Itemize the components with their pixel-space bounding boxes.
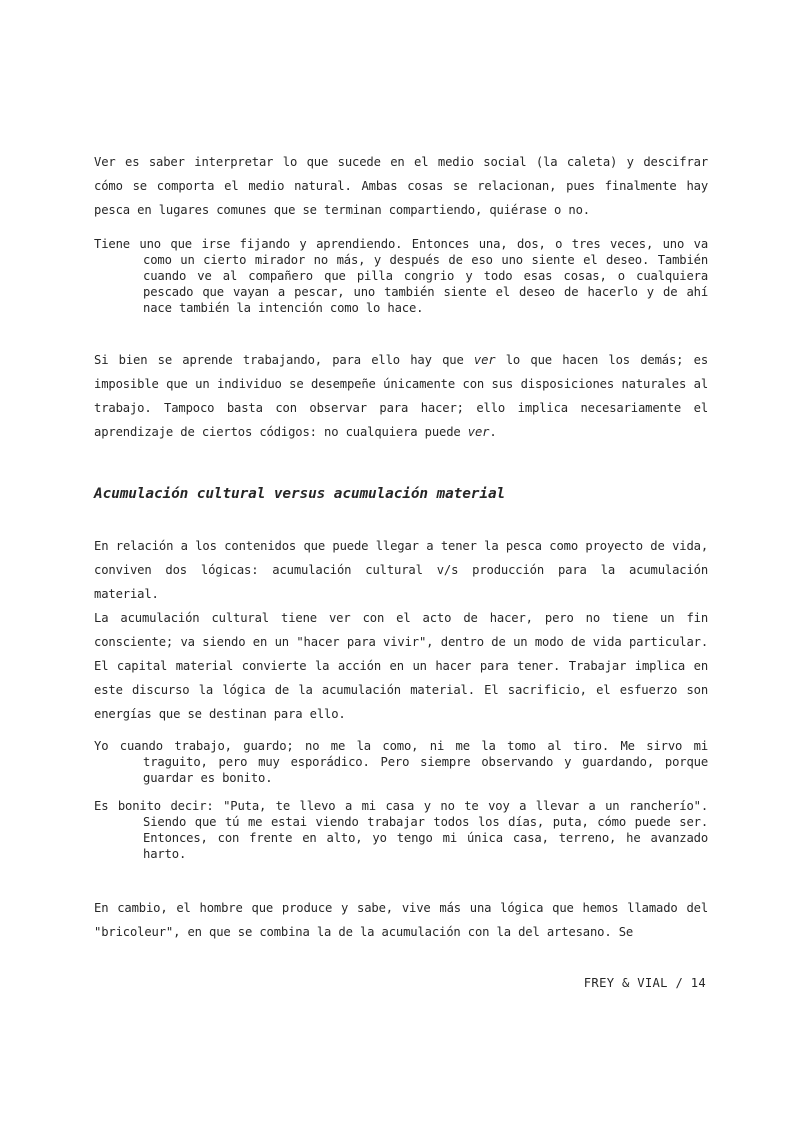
paragraph-aprende-text-b: lo que hacen los demás; es imposible que un individuo se desempeñe únicamente con sus disposiciones naturales al trabajo. Tampoco basta con observar para hacer; ello implica necesariamente el aprendizaje de ciertos códigos: no cualquiera puede <box>94 353 709 439</box>
paragraph-aprende-text-c: . <box>489 425 497 439</box>
page-footer: FREY & VIAL / 14 <box>583 976 706 990</box>
paragraph-contenidos: En relación a los contenidos que puede llegar a tener la pesca como proyecto de vida, conviven dos lógicas: acumulación cultural v/s producción para la acumulación material. <box>94 539 708 601</box>
paragraph-ver: Ver es saber interpretar lo que sucede en el medio social (la caleta) y descifrar cómo se comporta el medio natural. Ambas cosas se relacionan, pues finalmente hay pesca en lugares comunes que se terminan compartiendo, quiérase o no. <box>94 155 708 217</box>
quote-guardo: Yo cuando trabajo, guardo; no me la como, ni me la tomo al tiro. Me sirvo mi traguito, pero muy esporádico. Pero siempre observando y guardando, porque guardar es bonito. <box>94 739 708 785</box>
paragraph-bricoleur: En cambio, el hombre que produce y sabe, vive más una lógica que hemos llamado del "bricoleur", en que se combina la de la acumulación con la del artesano. Se <box>94 901 708 939</box>
emphasis-ver: ver <box>473 353 496 367</box>
paragraph-aprende <box>94 348 708 444</box>
paragraph-aprende-text-a: Si bien se aprende trabajando, para ello hay que <box>94 353 474 367</box>
section-heading: Acumulación cultural versus acumulación material <box>94 486 506 502</box>
emphasis-ver-2: ver <box>467 425 490 439</box>
paragraph-acumulacion-cultural: La acumulación cultural tiene ver con el acto de hacer, pero no tiene un fin consciente; va siendo en un "hacer para vivir", dentro de un modo de vida particular. El capital material convierte la acción en un hacer para tener. Trabajar implica en este discurso la lógica de la acumulación material. El sacrificio, el esfuerzo son energías que se destinan para ello. <box>94 611 708 721</box>
quote-bonito: Es bonito decir: "Puta, te llevo a mi casa y no te voy a llevar a un rancherío". Siendo que tú me estai viendo trabajar todos los días, puta, cómo puede ser. Entonces, con frente en alto, yo tengo mi única casa, terreno, he avanzado harto. <box>94 799 708 861</box>
quote-fijando: Tiene uno que irse fijando y aprendiendo. Entonces una, dos, o tres veces, uno va como un cierto mirador no más, y después de eso uno siente el deseo. También cuando ve al compañero que pilla congrio y todo esas cosas, o cualquiera pescado que vayan a pescar, uno también siente el deseo de hacerlo y de ahí nace también la intención como lo hace. <box>94 237 708 315</box>
document-page <box>94 150 708 944</box>
